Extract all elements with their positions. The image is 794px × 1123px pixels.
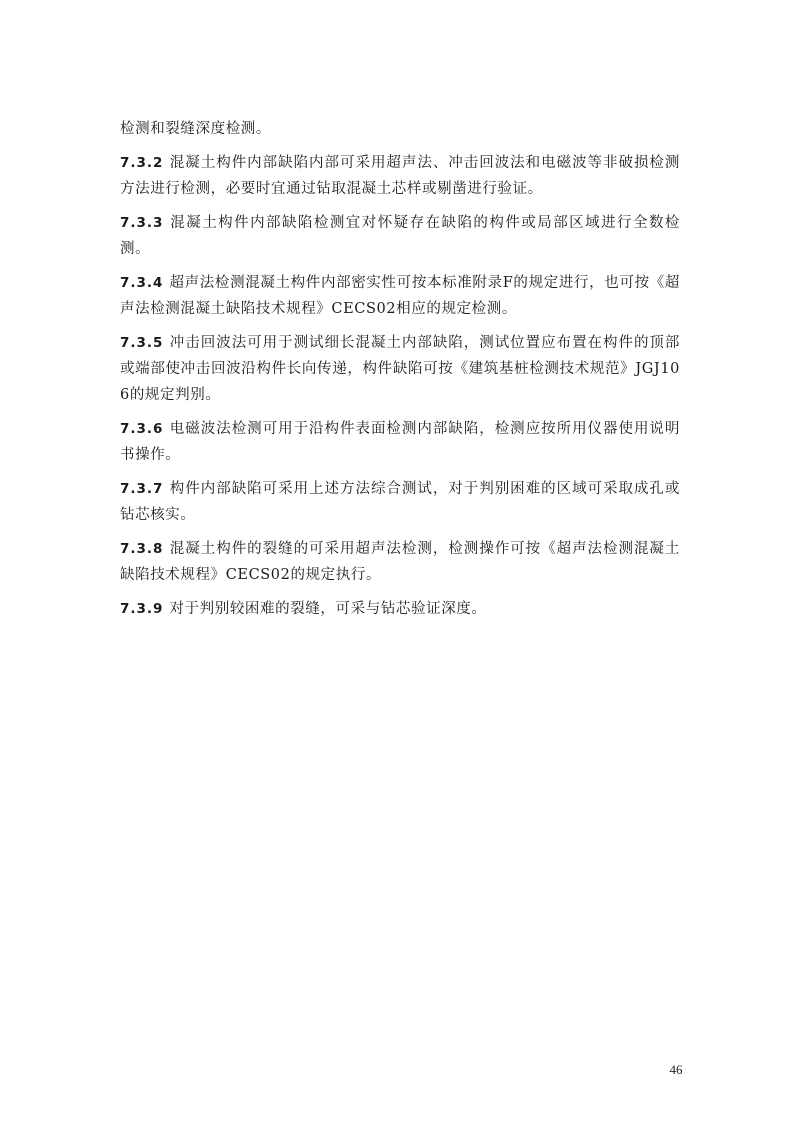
clause-text: 构件内部缺陷可采用上述方法综合测试，对于判别困难的区域可采取成孔或钻芯核实。 — [120, 481, 680, 523]
clause-7-3-6 — [120, 416, 680, 468]
clause-text: 冲击回波法可用于测试细长混凝土内部缺陷，测试位置应布置在构件的顶部或端部使冲击回波沿构件长向传递，构件缺陷可按《建筑基桩检测技术规范》JGJ106的规定判别。 — [120, 335, 680, 403]
clause-number: 7.3.2 — [120, 155, 164, 171]
clause-number: 7.3.6 — [120, 421, 164, 437]
clause-7-3-5 — [120, 330, 680, 408]
clause-7-3-3 — [120, 210, 680, 262]
clause-7-3-8 — [120, 536, 680, 588]
clause-number: 7.3.5 — [120, 335, 164, 351]
clause-number: 7.3.9 — [120, 601, 164, 617]
intro-paragraph: 检测和裂缝深度检测。 — [120, 121, 271, 137]
clause-number: 7.3.7 — [120, 481, 164, 497]
clause-text: 对于判别较困难的裂缝，可采与钻芯验证深度。 — [169, 601, 487, 617]
clause-number: 7.3.8 — [120, 541, 164, 557]
document-body — [120, 116, 680, 630]
clause-text: 混凝土构件内部缺陷检测宜对怀疑存在缺陷的构件或局部区域进行全数检测。 — [120, 215, 680, 257]
page-number: 46 — [669, 1062, 683, 1077]
clause-text: 混凝土构件内部缺陷内部可采用超声法、冲击回波法和电磁波等非破损检测方法进行检测，必要时宜通过钻取混凝土芯样或剔凿进行验证。 — [120, 155, 680, 197]
clause-text: 超声法检测混凝土构件内部密实性可按本标准附录F的规定进行，也可按《超声法检测混凝土缺陷技术规程》CECS02相应的规定检测。 — [120, 275, 680, 317]
clause-7-3-4 — [120, 270, 680, 322]
clause-number: 7.3.4 — [120, 275, 164, 291]
clause-number: 7.3.3 — [120, 215, 164, 231]
clause-7-3-2 — [120, 150, 680, 202]
clause-text: 混凝土构件的裂缝的可采用超声法检测，检测操作可按《超声法检测混凝土缺陷技术规程》CECS02的规定执行。 — [120, 541, 680, 583]
clause-7-3-7 — [120, 476, 680, 528]
clause-7-3-9 — [120, 596, 680, 622]
clause-text: 电磁波法检测可用于沿构件表面检测内部缺陷，检测应按所用仪器使用说明书操作。 — [120, 421, 680, 463]
